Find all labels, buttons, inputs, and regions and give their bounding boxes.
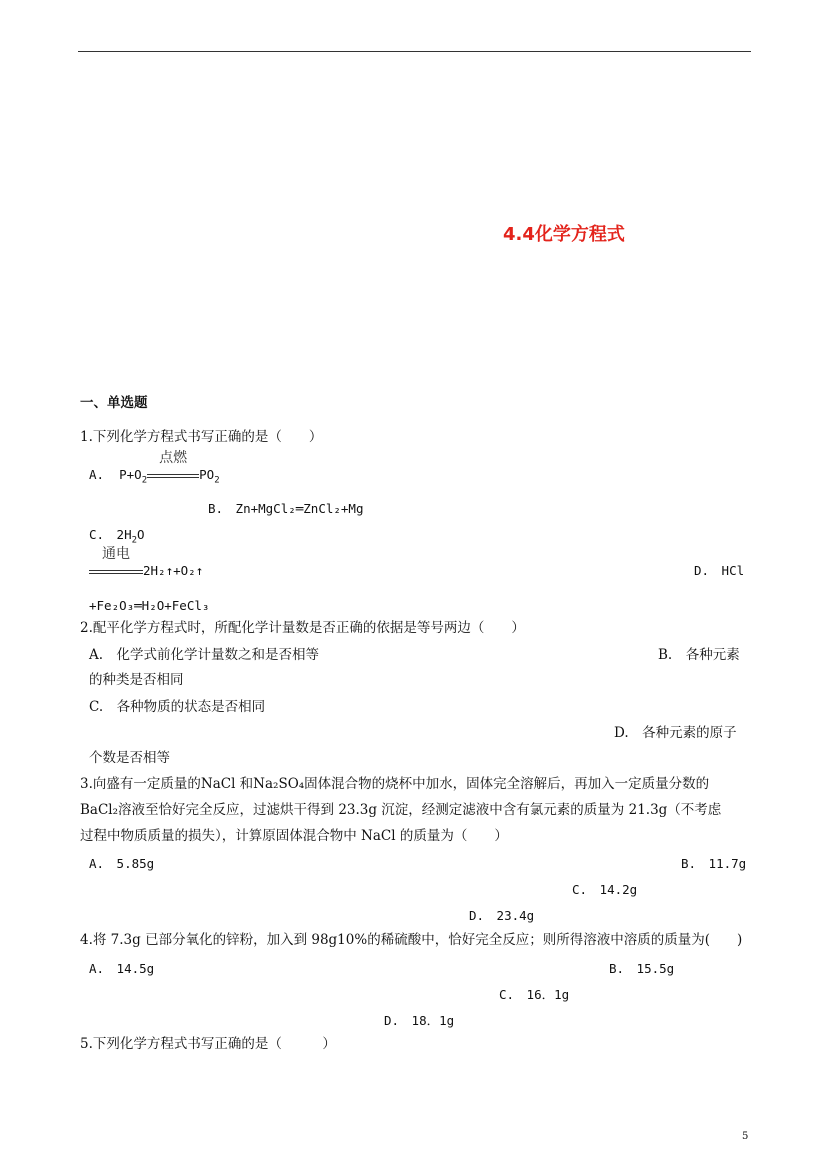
q3-option-c: C. 14.2g (572, 882, 638, 897)
q3-stem-line-2: BaCl₂溶液至恰好完全反应，过滤烘干得到 23.3g 沉淀，经测定滤液中含有氯元素的质量为 21.3g（不考虑 (80, 802, 722, 818)
condition-ignite: 点燃 (159, 450, 188, 466)
q1-option-b: B. Zn+MgCl₂═ZnCl₂+Mg (208, 501, 364, 516)
q1-option-c-right: 2H₂↑+O₂↑ (143, 563, 204, 578)
reaction-condition (147, 450, 199, 484)
q1-option-c-tail: O (137, 527, 145, 542)
page-number: 5 (742, 1131, 749, 1142)
q2-option-a: A. 化学式前化学计量数之和是否相等 (89, 647, 320, 663)
equal-sign-line (89, 570, 143, 574)
q2-stem: 2.配平化学方程式时，所配化学计量数是否正确的依据是等号两边（ ） (80, 620, 525, 636)
q3-stem-line-3: 过程中物质质量的损失），计算原固体混合物中 NaCl 的质量为（ ） (80, 828, 508, 844)
q2-option-d-continuation: 个数是否相等 (89, 750, 170, 766)
q1-option-c-label: C. 2H (89, 527, 132, 542)
equal-sign-line (147, 474, 199, 478)
q4-option-a: A. 14.5g (89, 961, 155, 976)
q4-option-d: D. 18．1g (384, 1013, 455, 1028)
q1-option-c-sub: 2 (131, 535, 138, 546)
q3-stem-line-1: 3.向盛有一定质量的NaCl 和Na₂SO₄固体混合物的烧杯中加水，固体完全溶解后，再加入一定质量分数的 (80, 776, 710, 792)
q4-option-c: C. 16．1g (499, 987, 570, 1002)
q3-option-b: B. 11.7g (681, 856, 747, 871)
q1-option-a-label: A. (89, 467, 105, 482)
page-title: 4.4化学方程式 (503, 224, 625, 245)
q1-stem: 1.下列化学方程式书写正确的是（ ） (80, 429, 323, 445)
q2-option-b: B. 各种元素 (658, 647, 740, 663)
q1-option-a-left: P+O (119, 467, 142, 482)
q1-option-c-head (89, 526, 145, 544)
reaction-condition (89, 546, 143, 580)
q4-stem: 4.将 7.3g 已部分氧化的锌粉，加入到 98g10%的稀硫酸中，恰好完全反应；则所得溶液中溶质的质量为( ) (80, 932, 743, 948)
q4-option-b: B. 15.5g (609, 961, 675, 976)
q1-option-a-sub2: 2 (214, 475, 220, 486)
header-rule (78, 51, 751, 52)
q1-option-d: D. HCl (694, 563, 745, 578)
q1-option-d-continuation: +Fe₂O₃═H₂O+FeCl₃ (89, 598, 210, 613)
section-heading: 一、单选题 (80, 395, 148, 411)
q2-option-d: D. 各种元素的原子 (614, 725, 737, 741)
q1-option-a-right: PO (199, 467, 215, 482)
q5-stem: 5.下列化学方程式书写正确的是（ ） (80, 1036, 336, 1052)
q2-option-c: C. 各种物质的状态是否相同 (89, 699, 266, 715)
q1-option-a (89, 450, 220, 486)
q1-option-c-equation (89, 546, 204, 580)
q2-option-b-continuation: 的种类是否相同 (89, 672, 184, 688)
q1-option-a-sub1: 2 (141, 475, 148, 486)
condition-electrolysis: 通电 (102, 546, 130, 562)
q3-option-a: A. 5.85g (89, 856, 155, 871)
q3-option-d: D. 23.4g (469, 908, 535, 923)
